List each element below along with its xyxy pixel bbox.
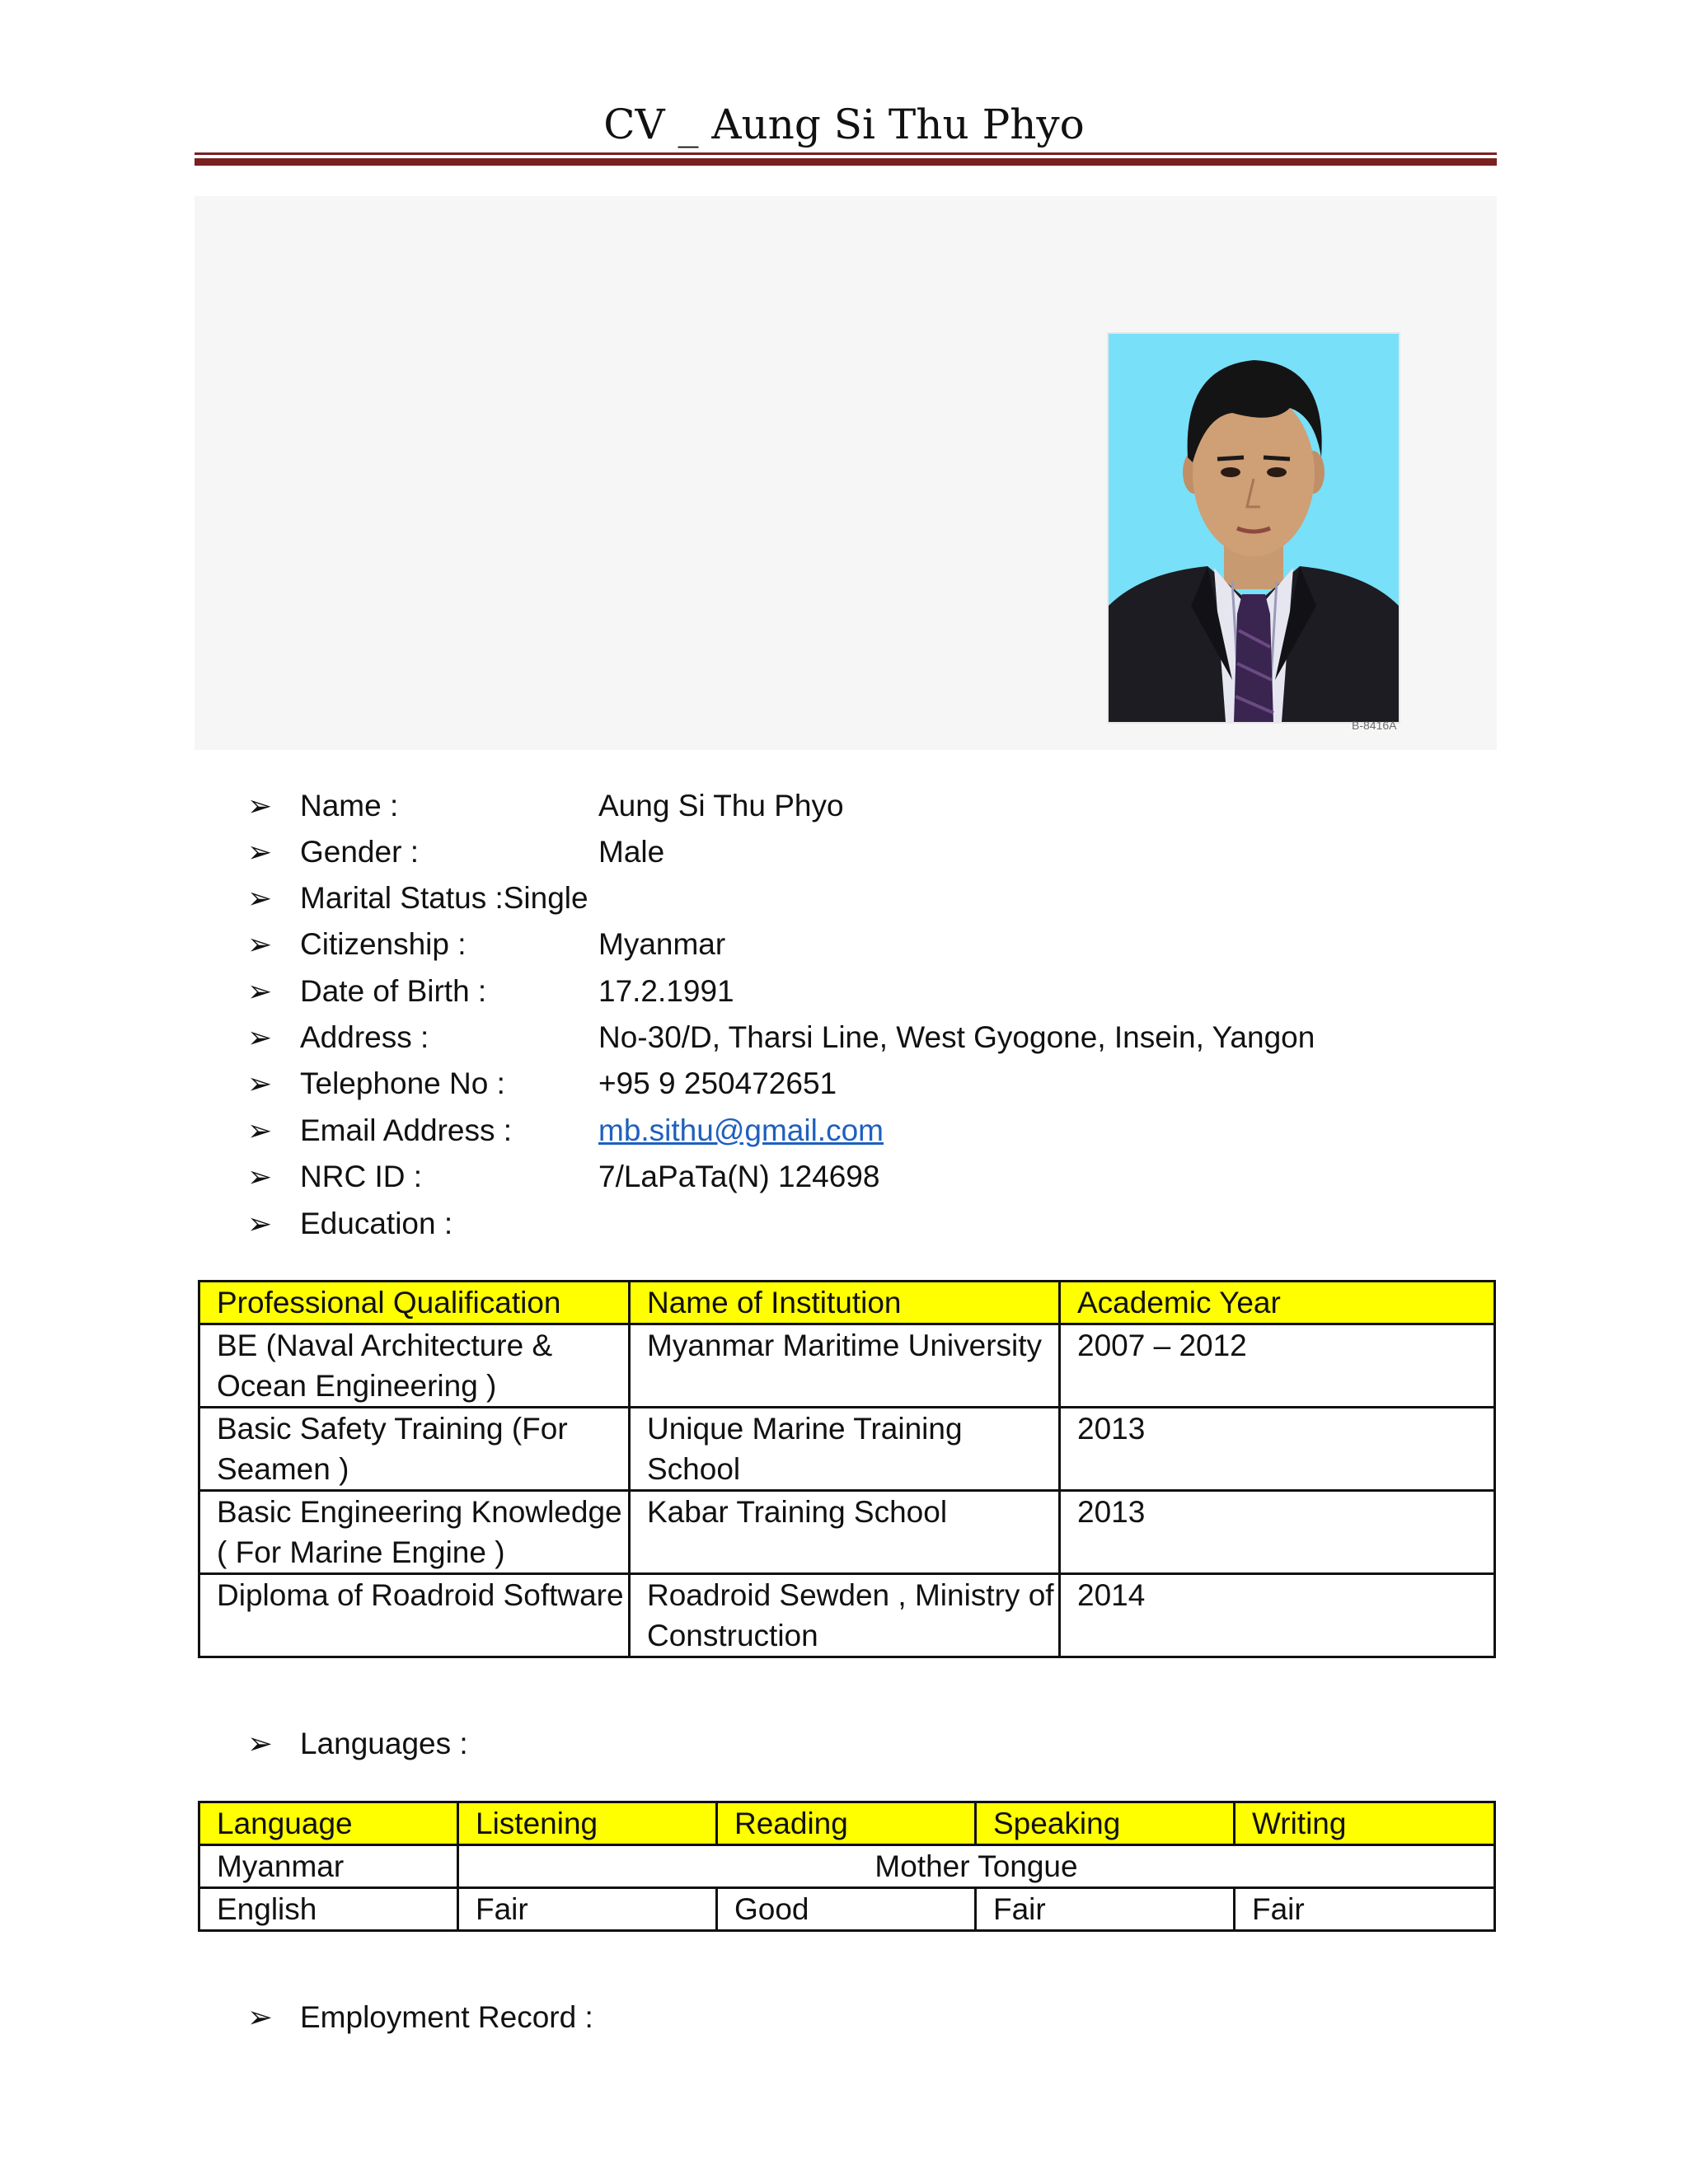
table-header-row	[199, 1802, 1495, 1845]
column-header: Writing	[1235, 1802, 1495, 1845]
info-label: Address :	[300, 1020, 429, 1054]
column-header: Academic Year	[1060, 1282, 1495, 1324]
languages-table	[198, 1801, 1496, 1932]
info-value: Myanmar	[598, 927, 726, 961]
bullet-arrow-icon: ➢	[247, 2000, 274, 2034]
bullet-arrow-icon: ➢	[247, 974, 273, 1008]
section-label: Languages :	[300, 1727, 468, 1760]
column-header: Speaking	[976, 1802, 1235, 1845]
bullet-arrow-icon: ➢	[247, 1113, 273, 1147]
table-cell: BE (Naval Architecture & Ocean Engineering )	[199, 1324, 630, 1408]
table-cell: 2013	[1060, 1491, 1495, 1574]
table-cell: Basic Engineering Knowledge ( For Marine Engine )	[199, 1491, 630, 1574]
info-value: 17.2.1991	[598, 974, 734, 1008]
photo-caption: B-8416A	[1352, 719, 1397, 732]
table-cell: Roadroid Sewden , Ministry of Construction	[630, 1574, 1060, 1657]
bullet-arrow-icon: ➢	[247, 1727, 274, 1760]
table-row	[199, 1888, 1495, 1931]
employment-heading	[247, 1994, 593, 2041]
info-label: Gender :	[300, 835, 419, 869]
profile-photo-illustration	[1109, 334, 1399, 722]
table-cell: English	[199, 1888, 458, 1931]
header-rule-thin	[195, 152, 1497, 155]
bullet-arrow-icon: ➢	[247, 881, 273, 915]
bullet-arrow-icon: ➢	[247, 835, 273, 869]
bullet-arrow-icon: ➢	[247, 1160, 273, 1193]
table-cell: Fair	[458, 1888, 717, 1931]
bullet-arrow-icon: ➢	[247, 927, 273, 961]
table-cell: Fair	[1235, 1888, 1495, 1931]
info-label: Marital Status :Single	[300, 881, 588, 915]
table-cell: 2014	[1060, 1574, 1495, 1657]
column-header: Listening	[458, 1802, 717, 1845]
table-row	[199, 1491, 1495, 1574]
table-cell: Fair	[976, 1888, 1235, 1931]
info-label: Citizenship :	[300, 927, 467, 961]
email-link[interactable]: mb.sithu@gmail.com	[598, 1113, 884, 1147]
header-rule-thick	[195, 158, 1497, 166]
table-row	[199, 1324, 1495, 1408]
table-cell: Myanmar Maritime University	[630, 1324, 1060, 1408]
languages-heading	[247, 1721, 468, 1767]
column-header: Professional Qualification	[199, 1282, 630, 1324]
info-value: Male	[598, 835, 665, 869]
table-cell: 2013	[1060, 1408, 1495, 1491]
info-label: Date of Birth :	[300, 974, 487, 1008]
table-header-row	[199, 1282, 1495, 1324]
info-label: NRC ID :	[300, 1160, 422, 1193]
bullet-arrow-icon: ➢	[247, 1066, 273, 1100]
column-header: Reading	[717, 1802, 976, 1845]
education-table	[198, 1280, 1496, 1658]
table-cell: Basic Safety Training (For Seamen )	[199, 1408, 630, 1491]
page-title: CV _ Aung Si Thu Phyo	[603, 101, 1085, 148]
bullet-arrow-icon: ➢	[247, 1207, 273, 1240]
table-cell: Myanmar	[199, 1845, 458, 1888]
table-cell: Good	[717, 1888, 976, 1931]
table-cell: Unique Marine Training School	[630, 1408, 1060, 1491]
table-row	[199, 1574, 1495, 1657]
info-value: +95 9 250472651	[598, 1066, 837, 1100]
info-label: Education :	[300, 1207, 453, 1240]
table-cell: 2007 – 2012	[1060, 1324, 1495, 1408]
table-row	[199, 1845, 1495, 1888]
info-value: Aung Si Thu Phyo	[598, 789, 844, 823]
column-header: Name of Institution	[630, 1282, 1060, 1324]
info-label: Email Address :	[300, 1113, 513, 1147]
info-value: 7/LaPaTa(N) 124698	[598, 1160, 880, 1193]
table-row	[199, 1408, 1495, 1491]
bullet-arrow-icon: ➢	[247, 789, 273, 823]
info-label: Telephone No :	[300, 1066, 505, 1100]
info-value: No-30/D, Tharsi Line, West Gyogone, Insein, Yangon	[598, 1020, 1315, 1054]
info-label: Name :	[300, 789, 399, 823]
profile-photo	[1109, 334, 1399, 722]
column-header: Language	[199, 1802, 458, 1845]
table-cell: Diploma of Roadroid Software	[199, 1574, 630, 1657]
table-cell-merged: Mother Tongue	[458, 1845, 1495, 1888]
table-cell: Kabar Training School	[630, 1491, 1060, 1574]
section-label: Employment Record :	[300, 2000, 593, 2034]
bullet-arrow-icon: ➢	[247, 1020, 273, 1054]
